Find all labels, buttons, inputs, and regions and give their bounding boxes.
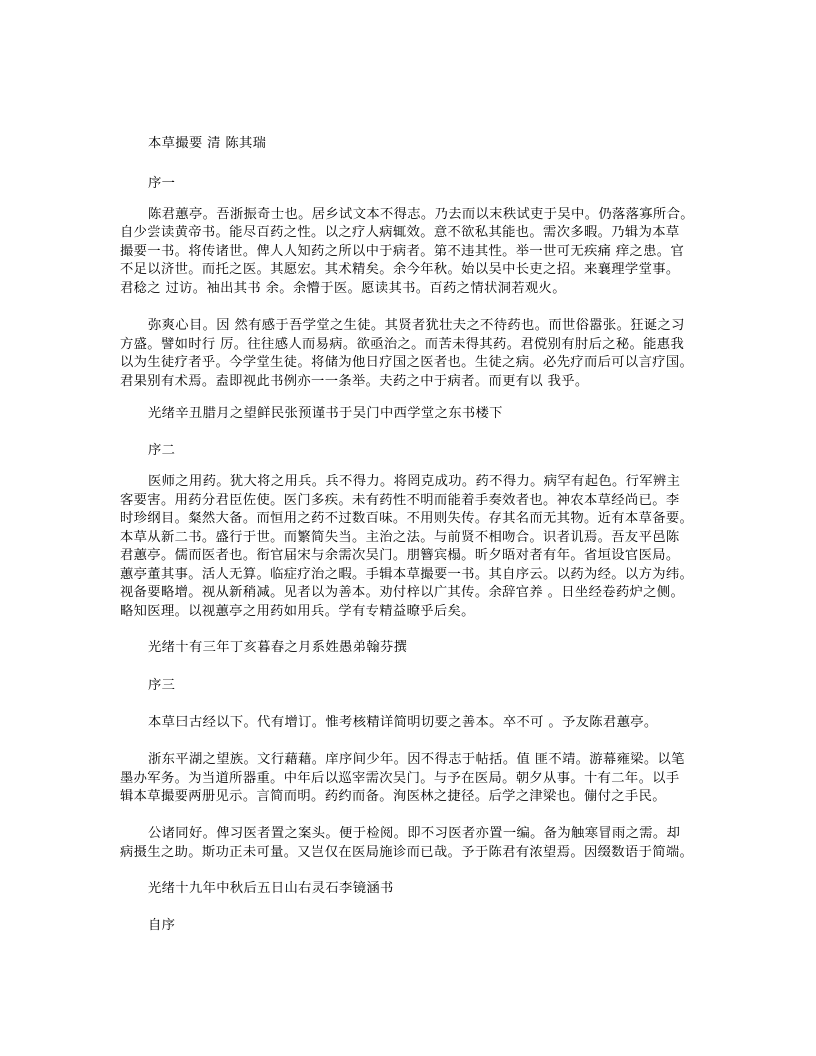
text-line: 君果别有术焉。盍即视此书例亦一一条举。夫药之中于病者。而更有以 我乎。	[120, 374, 589, 389]
text-line: 客要害。用药分君臣佐使。医门多疾。未有药性不明而能着手奏效者也。神农本草经尚已。李	[120, 493, 680, 508]
text-line: 公诸同好。俾习医者置之案头。便于检阅。即不习医者亦置一编。备为触寒冒雨之需。却	[148, 826, 681, 841]
text-line: 病摄生之助。斯功正未可量。又岂仅在医局施诊而已哉。予于陈君有浓望焉。因缀数语于简端。	[120, 845, 694, 860]
text-line: 本草曰古经以下。代有增订。惟考核精详简明切要之善本。卒不可 。予友陈君蕙亭。	[148, 715, 658, 730]
text-line: 不足以济世。而托之医。其愿宏。其术精矣。余今年秋。始以吴中长吏之招。来襄理学堂事。	[120, 262, 680, 277]
text-line: 略知医理。以视蕙亭之用药如用兵。学有专精益暸乎后矣。	[120, 604, 475, 619]
text-line: 弥爽心目。因 然有感于吾学堂之生徒。其贤者犹壮夫之不待药也。而世俗嚣张。狂诞之习	[148, 318, 685, 333]
text-line: 以为生徒疗者乎。今学堂生徒。将储为他日疗国之医者也。生徒之病。必先疗而后可以言疗国。	[120, 355, 694, 370]
preface-1-heading: 序一	[148, 176, 176, 191]
preface-3-heading: 序三	[148, 678, 176, 693]
text-line: 蕙亭董其事。活人无算。临症疗治之暇。手辑本草撮要一书。其自序云。以药为经。以方为纬。	[120, 567, 694, 582]
text-line: 方盛。譬如时行 厉。往往感人而易病。欲亟治之。而苦未得其药。君傥别有肘后之秘。能惠我	[120, 337, 685, 352]
preface-3-signature: 光绪十九年中秋后五日山右灵石李镜涵书	[148, 881, 394, 896]
preface-2-signature: 光绪十有三年丁亥暮春之月系姓愚弟翰芬撰	[148, 640, 408, 655]
preface-1-signature: 光绪辛丑腊月之望鲜民张预谨书于吴门中西学堂之东书楼下	[148, 406, 503, 421]
text-line: 陈君蕙亭。吾浙振奇士也。居乡试文本不得志。乃去而以末秩试吏于吴中。仍落落寡所合。	[148, 207, 694, 222]
text-line: 墨办军务。为当道所器重。中年后以巡宰需次吴门。与予在医局。朝夕从事。十有二年。以手	[120, 771, 680, 786]
text-line: 撮要一书。将传诸世。俾人人知药之所以中于病者。第不违其性。举一世可无疾痛 痒之患。官	[120, 244, 685, 259]
text-line: 视备要略增。视从新稍减。见者以为善本。劝付梓以广其传。余辞官养 。日坐经卷药炉之侧。	[120, 585, 685, 600]
preface-2-heading: 序二	[148, 443, 176, 458]
text-line: 自少尝读黄帝书。能尽百药之性。以之疗人病辄效。意不欲私其能也。需次多暇。乃辑为本草	[120, 225, 680, 240]
text-line: 辑本草撮要两册见示。言简而明。药约而备。洵医林之捷径。后学之津梁也。傰付之手民。	[120, 789, 666, 804]
text-line: 本草从新二书。盛行于世。而繁简失当。主治之法。与前贤不相吻合。识者讥焉。吾友平邑陈	[120, 530, 680, 545]
document-title: 本草撮要 清 陈其瑞	[148, 136, 267, 151]
self-preface-heading: 自序	[148, 918, 176, 933]
text-line: 君蕙亭。儒而医者也。衔官届宋与余需次吴门。朋簪宾榻。昕夕晤对者有年。省垣设官医局。	[120, 548, 680, 563]
text-line: 时珍纲目。粲然大备。而恒用之药不过数百味。不用则失传。存其名而无其物。近有本草备要。	[120, 511, 694, 526]
text-line: 医师之用药。犹大将之用兵。兵不得力。将罔克成功。药不得力。病罕有起色。行军辨主	[148, 474, 681, 489]
text-line: 浙东平湖之望族。文行藉藉。庠序间少年。因不得志于帖括。值 匪不靖。游幕雍梁。以笔	[148, 752, 685, 767]
text-line: 君稔之 过访。袖出其书 余。余懵于医。愿读其书。百药之情状洞若观火。	[120, 281, 566, 296]
